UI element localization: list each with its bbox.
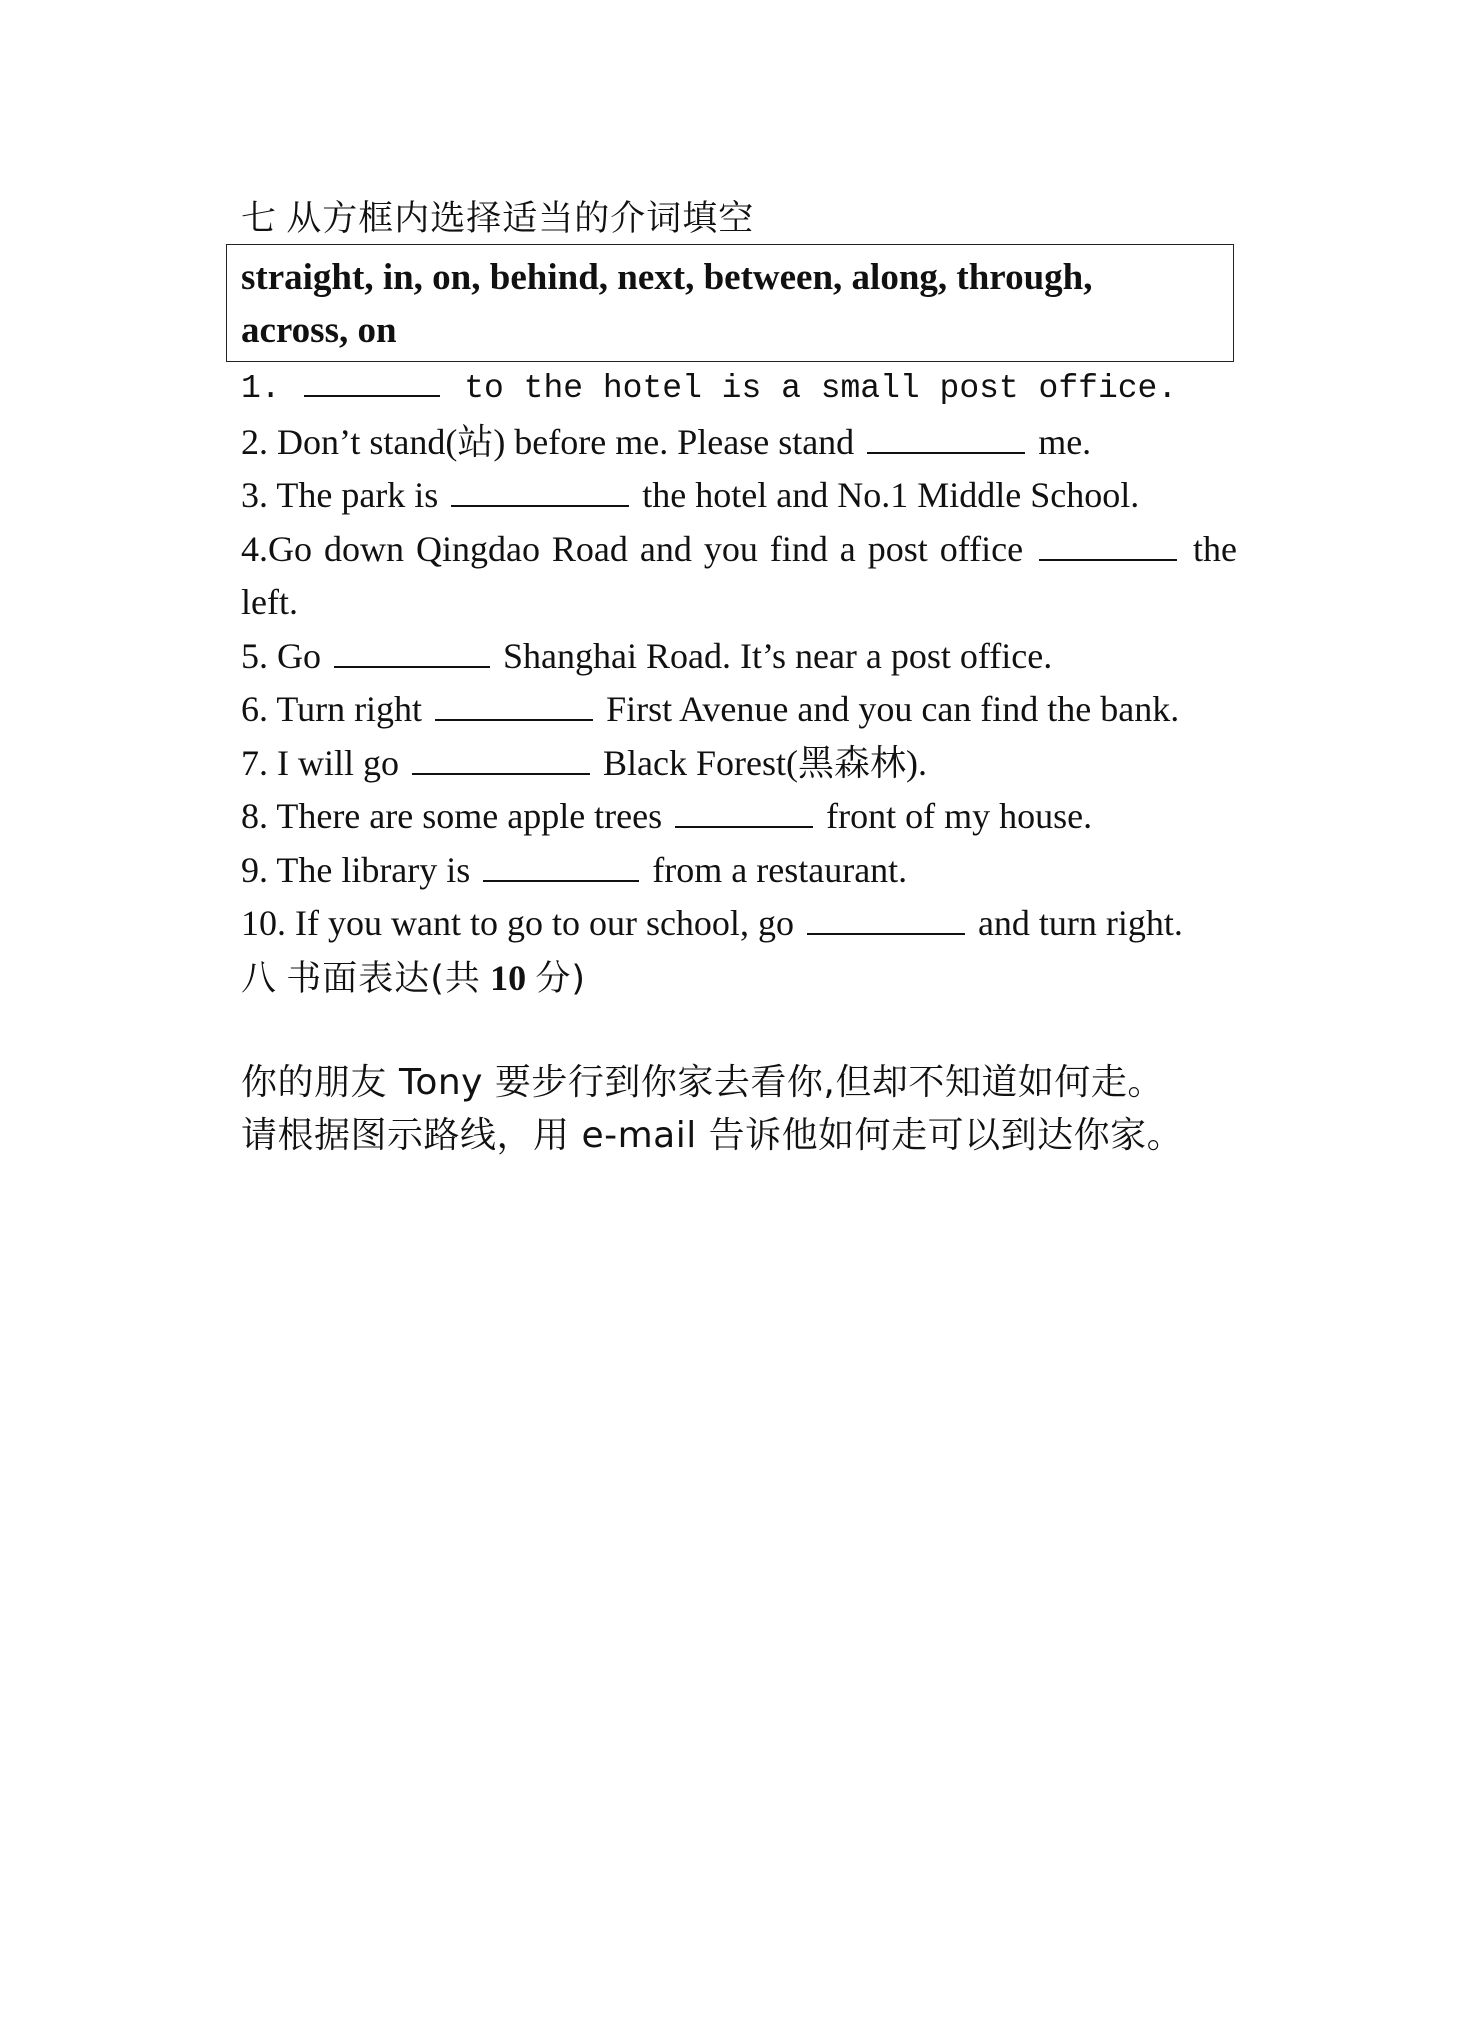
question-5-blank[interactable] bbox=[334, 638, 490, 668]
section-7-heading: 从方框内选择适当的介词填空 bbox=[286, 199, 755, 239]
writing-task-line-1: 你的朋友 Tony 要步行到你家去看你,但却不知道如何走。 bbox=[241, 1061, 1164, 1103]
question-4 bbox=[241, 523, 1237, 630]
question-4-prefix: 4.Go down Qingdao Road and you find a post office bbox=[241, 528, 1024, 569]
question-8 bbox=[241, 790, 1237, 844]
question-10-suffix: and turn right. bbox=[977, 903, 1183, 943]
question-5-suffix: Shanghai Road. It’s near a post office. bbox=[503, 635, 1053, 676]
question-4-suffix: the left. bbox=[241, 528, 1237, 622]
writing-task-line-2: 请根据图示路线，用 e-mail 告诉他如何走可以到达你家。 bbox=[241, 1114, 1184, 1156]
word-bank-box bbox=[226, 244, 1234, 362]
word-bank-line-2: across, on bbox=[241, 310, 397, 351]
question-6 bbox=[241, 683, 1237, 737]
question-7-suffix: Black Forest(黑森林). bbox=[603, 742, 927, 783]
question-7 bbox=[241, 737, 1237, 791]
section-8-heading: 书面表达(共 bbox=[286, 958, 481, 999]
question-10-blank[interactable] bbox=[807, 905, 965, 935]
question-7-blank[interactable] bbox=[412, 745, 590, 775]
section-8-heading-suffix: 分) bbox=[535, 958, 587, 999]
worksheet-page bbox=[241, 196, 1237, 1162]
question-10-prefix: 10. If you want to go to our school, go bbox=[241, 903, 794, 943]
question-2 bbox=[241, 416, 1237, 470]
question-3-suffix: the hotel and No.1 Middle School. bbox=[642, 475, 1140, 515]
question-3-blank[interactable] bbox=[451, 477, 629, 507]
question-1-suffix: to the hotel is a small post office. bbox=[464, 370, 1178, 407]
question-8-prefix: 8. There are some apple trees bbox=[241, 796, 663, 836]
question-9-blank[interactable] bbox=[483, 852, 639, 882]
question-10 bbox=[241, 897, 1237, 951]
question-5 bbox=[241, 630, 1237, 684]
question-2-blank[interactable] bbox=[867, 424, 1025, 454]
section-8-points: 10 bbox=[490, 957, 527, 998]
question-1-prefix: 1. bbox=[241, 370, 281, 407]
section-7-title bbox=[241, 196, 1237, 242]
section-7-number: 七 bbox=[241, 199, 278, 239]
question-4-blank[interactable] bbox=[1039, 531, 1177, 561]
question-6-prefix: 6. Turn right bbox=[241, 689, 423, 729]
question-3-prefix: 3. The park is bbox=[241, 475, 439, 515]
word-bank-line-1: straight, in, on, behind, next, between, along, through, bbox=[241, 257, 1093, 298]
question-2-suffix: me. bbox=[1038, 421, 1092, 462]
question-2-prefix: 2. Don’t stand(站) before me. Please stand bbox=[241, 421, 855, 462]
question-3 bbox=[241, 469, 1237, 523]
section-8-number: 八 bbox=[241, 958, 278, 999]
question-9-suffix: from a restaurant. bbox=[652, 849, 908, 890]
question-6-blank[interactable] bbox=[435, 691, 593, 721]
question-7-prefix: 7. I will go bbox=[241, 742, 399, 783]
question-1-blank[interactable] bbox=[304, 367, 440, 397]
question-6-suffix: First Avenue and you can find the bank. bbox=[606, 689, 1180, 729]
question-9 bbox=[241, 844, 1237, 898]
question-9-prefix: 9. The library is bbox=[241, 849, 471, 890]
question-1 bbox=[241, 362, 1237, 416]
question-8-suffix: front of my house. bbox=[826, 796, 1093, 836]
spacer bbox=[241, 1004, 1237, 1056]
question-5-prefix: 5. Go bbox=[241, 635, 321, 676]
question-8-blank[interactable] bbox=[675, 798, 813, 828]
section-8-title bbox=[241, 955, 1237, 1002]
